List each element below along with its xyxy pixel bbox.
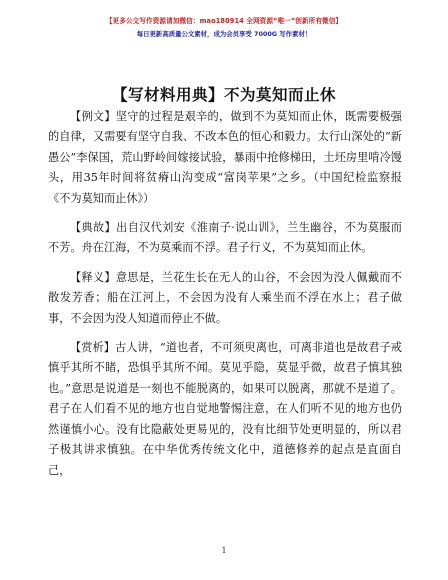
paragraph-appreciation: 【赏析】古人讲，“道也者，不可须臾离也，可离非道也是故君子戒慎乎其所不睹，恐惧乎其所不闻。莫见乎隐，莫显乎微，故君子慎其独也。”意思是说道是一刻也不能脱离的，如果可以脱离，那就不是道了。君子在人们看不见的地方也自觉地警惕注意，在人们听不见的地方也仍然谨慎小心。没有比隐蔽处更易见的，没有比细节处更明显的，所以君子极其讲求慎独。在中华优秀传统文化中，道德修养的起点是直面自己，: [48, 341, 402, 477]
promo-banner-line-1: 【更多公文写作资源请加微信：mao180914 全网资源“唯一”创新所有微信】: [105, 17, 343, 25]
document-body: [48, 107, 402, 490]
paragraph-interpretation: 【释义】意思是，兰花生长在无人的山谷，不会因为没人佩戴而不散发芳香；船在江河上，不会因为没有人乘坐而不浮在水上；君子做事，不会因为没人知道而停止不做。: [48, 270, 402, 325]
paragraph-example: 【例文】坚守的过程是艰辛的，做到不为莫知而止休，既需要极强的自律，又需要有坚守自我、不改本色的恒心和毅力。太行山深处的“新愚公”李保国，荒山野岭间嫁接试验，暴雨中抢修梯田，土坯房里啃冷馒头，用35年时间将贫瘠山沟变成“富岗苹果”之乡。（中国纪检监察报《不为莫知而止休》）: [48, 110, 402, 205]
page-number: 1: [221, 546, 227, 555]
paragraph-allusion: 【典故】出自汉代刘安《淮南子·说山训》，兰生幽谷，不为莫服而不芳。舟在江海，不为莫乘而不浮。君子行义，不为莫知而止休。: [48, 221, 402, 255]
page-title: 【写材料用典】不为莫知而止休: [111, 86, 336, 104]
promo-banner-line-2: 每日更新高质量公文素材，成为会员享受 7000G 写作素材！: [136, 30, 312, 38]
